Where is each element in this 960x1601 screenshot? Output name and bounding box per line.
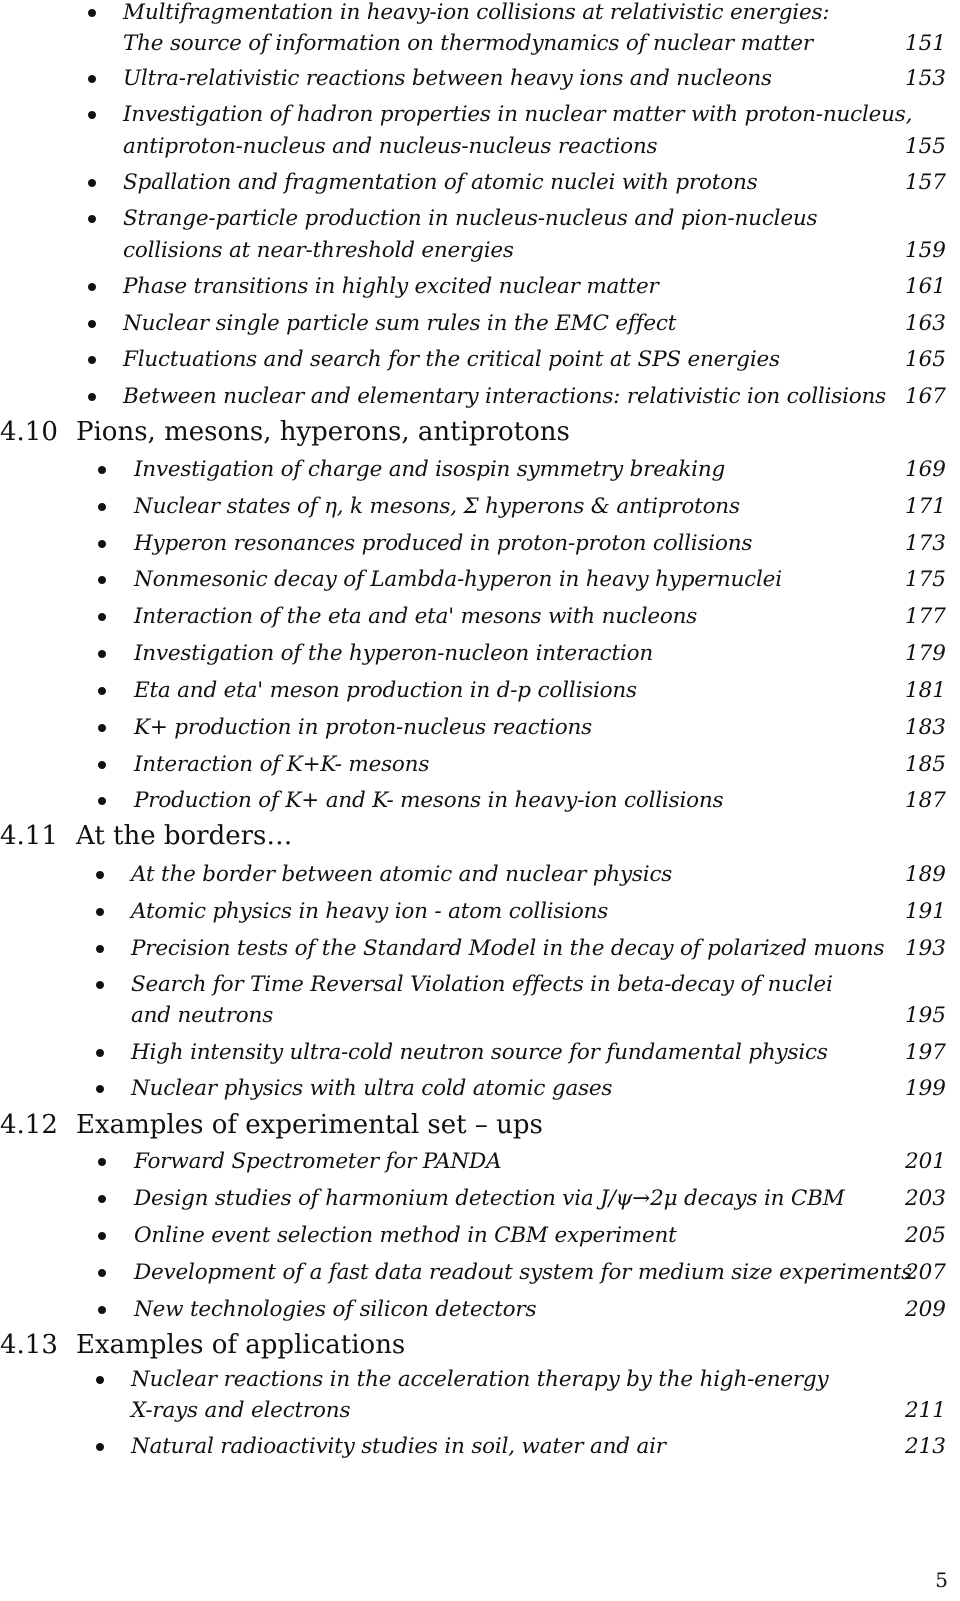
entry-page-number: 153 — [904, 66, 946, 91]
entry-page-number: 183 — [904, 715, 946, 740]
entry-title-line: New technologies of silicon detectors — [134, 1297, 537, 1322]
entry-page-number: 193 — [904, 936, 946, 961]
entry-title-line: Investigation of the hyperon-nucleon interaction — [134, 641, 653, 666]
entry-title-line: Interaction of K+K- mesons — [134, 752, 430, 777]
bullet-icon — [98, 576, 106, 584]
entry-title-line: At the border between atomic and nuclear physics — [131, 862, 673, 887]
section-title: Examples of applications — [76, 1330, 406, 1360]
entry-title-line: Precision tests of the Standard Model in the decay of polarized muons — [131, 936, 885, 961]
entry-title-line: Nuclear states of η, k mesons, Σ hyperons & antiprotons — [134, 494, 740, 519]
bullet-icon — [96, 871, 104, 879]
section-number: 4.11 — [0, 821, 58, 851]
bullet-icon — [88, 356, 96, 364]
entry-title-line: Fluctuations and search for the critical point at SPS energies — [123, 347, 780, 372]
page-number: 5 — [935, 1568, 948, 1592]
bullet-icon — [88, 179, 96, 187]
bullet-icon — [88, 75, 96, 83]
section-number: 4.12 — [0, 1110, 58, 1140]
entry-page-number: 205 — [904, 1223, 946, 1248]
entry-page-number: 209 — [904, 1297, 946, 1322]
bullet-icon — [98, 1195, 106, 1203]
bullet-icon — [98, 797, 106, 805]
bullet-icon — [88, 9, 96, 17]
bullet-icon — [98, 724, 106, 732]
entry-page-number: 155 — [904, 134, 946, 159]
entry-title-line: Hyperon resonances produced in proton-proton collisions — [134, 531, 753, 556]
entry-title-line: Strange-particle production in nucleus-nucleus and pion-nucleus — [123, 206, 818, 231]
entry-page-number: 191 — [904, 899, 946, 924]
bullet-icon — [88, 283, 96, 291]
entry-title-line: Design studies of harmonium detection via J/ψ→2μ decays in CBM — [134, 1186, 845, 1211]
entry-page-number: 171 — [904, 494, 946, 519]
entry-title-line: Ultra-relativistic reactions between heavy ions and nucleons — [123, 66, 772, 91]
bullet-icon — [98, 1232, 106, 1240]
entry-page-number: 211 — [904, 1398, 946, 1423]
entry-title-line: K+ production in proton-nucleus reactions — [134, 715, 592, 740]
entry-page-number: 195 — [904, 1003, 946, 1028]
entry-page-number: 207 — [904, 1260, 946, 1285]
entry-page-number: 187 — [904, 788, 946, 813]
entry-title-line: X-rays and electrons — [131, 1398, 351, 1423]
entry-page-number: 159 — [904, 238, 946, 263]
entry-page-number: 173 — [904, 531, 946, 556]
bullet-icon — [98, 687, 106, 695]
section-number: 4.10 — [0, 417, 58, 447]
section-title: Pions, mesons, hyperons, antiprotons — [76, 417, 570, 447]
entry-title-line: Multifragmentation in heavy-ion collisions at relativistic energies: — [123, 0, 830, 25]
bullet-icon — [96, 1085, 104, 1093]
entry-title-line: antiproton-nucleus and nucleus-nucleus reactions — [123, 134, 658, 159]
bullet-icon — [98, 466, 106, 474]
entry-title-line: Forward Spectrometer for PANDA — [134, 1149, 502, 1174]
entry-page-number: 165 — [904, 347, 946, 372]
entry-title-line: High intensity ultra-cold neutron source for fundamental physics — [131, 1040, 828, 1065]
entry-page-number: 213 — [904, 1434, 946, 1459]
section-title: At the borders… — [76, 821, 293, 851]
entry-page-number: 181 — [904, 678, 946, 703]
bullet-icon — [98, 503, 106, 511]
entry-title-line: Nuclear reactions in the acceleration therapy by the high-energy — [131, 1367, 829, 1392]
entry-title-line: Interaction of the eta and eta' mesons with nucleons — [134, 604, 698, 629]
bullet-icon — [98, 613, 106, 621]
entry-title-line: Nonmesonic decay of Lambda-hyperon in heavy hypernuclei — [134, 567, 782, 592]
bullet-icon — [88, 320, 96, 328]
bullet-icon — [98, 1158, 106, 1166]
entry-title-line: Natural radioactivity studies in soil, water and air — [131, 1434, 666, 1459]
entry-title-line: Eta and eta' meson production in d-p collisions — [134, 678, 637, 703]
entry-title-line: Investigation of hadron properties in nuclear matter with proton-nucleus, — [123, 102, 913, 127]
bullet-icon — [96, 945, 104, 953]
section-number: 4.13 — [0, 1330, 58, 1360]
entry-page-number: 169 — [904, 457, 946, 482]
bullet-icon — [88, 111, 96, 119]
bullet-icon — [96, 981, 104, 989]
entry-title-line: Nuclear physics with ultra cold atomic gases — [131, 1076, 613, 1101]
bullet-icon — [98, 1269, 106, 1277]
entry-page-number: 197 — [904, 1040, 946, 1065]
bullet-icon — [88, 393, 96, 401]
entry-page-number: 157 — [904, 170, 946, 195]
entry-title-line: Phase transitions in highly excited nuclear matter — [123, 274, 659, 299]
bullet-icon — [98, 1306, 106, 1314]
entry-page-number: 189 — [904, 862, 946, 887]
entry-title-line: Investigation of charge and isospin symmetry breaking — [134, 457, 726, 482]
bullet-icon — [98, 761, 106, 769]
entry-title-line: Between nuclear and elementary interactions: relativistic ion collisions — [123, 384, 886, 409]
entry-page-number: 199 — [904, 1076, 946, 1101]
entry-title-line: Atomic physics in heavy ion - atom collisions — [131, 899, 609, 924]
entry-page-number: 161 — [904, 274, 946, 299]
entry-title-line: The source of information on thermodynamics of nuclear matter — [123, 31, 813, 56]
entry-title-line: Spallation and fragmentation of atomic nuclei with protons — [123, 170, 758, 195]
bullet-icon — [98, 650, 106, 658]
entry-title-line: Production of K+ and K- mesons in heavy-ion collisions — [134, 788, 724, 813]
entry-page-number: 177 — [904, 604, 946, 629]
entry-page-number: 185 — [904, 752, 946, 777]
entry-title-line: Nuclear single particle sum rules in the EMC effect — [123, 311, 677, 336]
entry-title-line: collisions at near-threshold energies — [123, 238, 514, 263]
entry-page-number: 167 — [904, 384, 946, 409]
entry-page-number: 179 — [904, 641, 946, 666]
entry-title-line: Search for Time Reversal Violation effects in beta-decay of nuclei — [131, 972, 833, 997]
bullet-icon — [88, 215, 96, 223]
bullet-icon — [96, 1443, 104, 1451]
entry-page-number: 163 — [904, 311, 946, 336]
entry-title-line: Online event selection method in CBM experiment — [134, 1223, 677, 1248]
entry-page-number: 203 — [904, 1186, 946, 1211]
entry-page-number: 201 — [904, 1149, 946, 1174]
entry-page-number: 151 — [904, 31, 946, 56]
bullet-icon — [96, 1376, 104, 1384]
bullet-icon — [96, 1049, 104, 1057]
entry-title-line: and neutrons — [131, 1003, 274, 1028]
entry-page-number: 175 — [904, 567, 946, 592]
entry-title-line: Development of a fast data readout system for medium size experiments — [134, 1260, 912, 1285]
bullet-icon — [98, 540, 106, 548]
bullet-icon — [96, 908, 104, 916]
section-title: Examples of experimental set – ups — [76, 1110, 543, 1140]
